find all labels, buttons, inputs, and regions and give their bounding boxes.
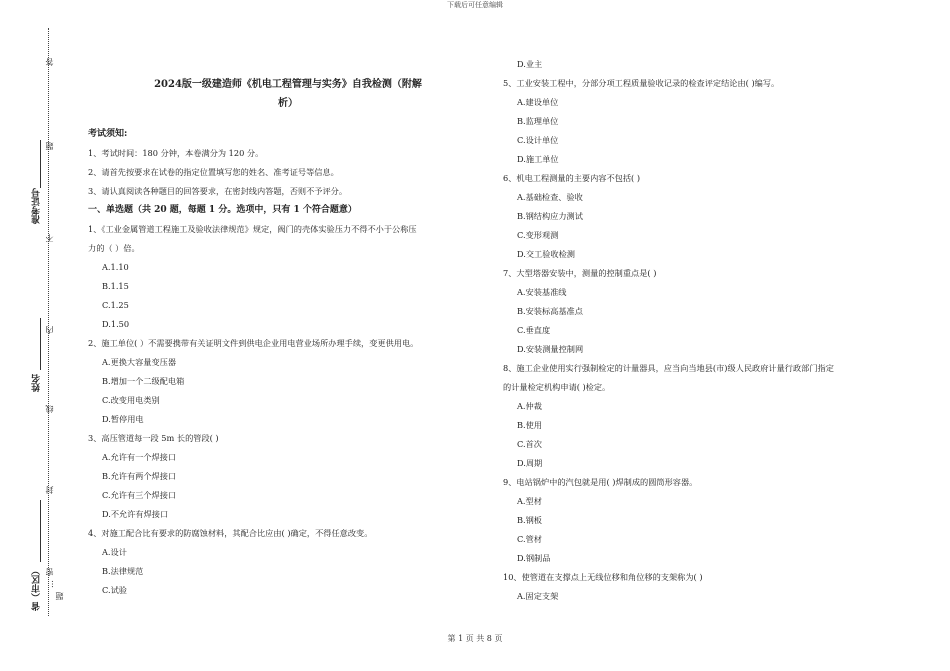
option: C.1.25 (102, 300, 129, 310)
option: A.1.10 (102, 262, 129, 272)
question-8-cont: 的计量检定机构申请( )检定。 (503, 382, 611, 392)
seal-char: 线 (45, 405, 54, 413)
option: C.试验 (102, 585, 127, 595)
seal-char: 密 (45, 568, 54, 576)
notice-item: 2、请首先按要求在试卷的指定位置填写您的姓名、准考证号等信息。 (88, 167, 339, 177)
option: B.使用 (517, 420, 542, 430)
sheng-underline (40, 500, 41, 562)
option: D.交工验收检测 (517, 249, 575, 259)
option: D.钢制品 (517, 553, 551, 563)
exam-title-line2: 析） (278, 98, 298, 109)
option: D.1.50 (102, 319, 130, 329)
question-1: 1、《工业金属管道工程施工及验收法律规范》规定，阀门的壳体实验压力不得不小于公称压 (88, 224, 417, 234)
option: A.建设单位 (517, 97, 559, 107)
option: D.周期 (517, 458, 543, 468)
seal-char: 不 (45, 234, 54, 242)
option: C.设计单位 (517, 135, 559, 145)
bottom-char: 题 (55, 592, 64, 600)
option: B.增加一个二级配电箱 (102, 376, 185, 386)
seal-dotted-line (48, 28, 49, 616)
zhunkaozheng-label: 准考证号 (32, 188, 42, 224)
xingming-label: 姓名 (32, 374, 42, 392)
question-2: 2、施工单位( ）不需要携带有关证明文件到供电企业用电营业场所办理手续，变更供用电。 (88, 338, 419, 348)
option: B.监理单位 (517, 116, 559, 126)
left-column (88, 75, 488, 600)
option: C.首次 (517, 439, 542, 449)
right-column (503, 55, 933, 606)
question-3: 3、高压管道每一段 5m 长的管段( ) (88, 433, 219, 443)
option: C.允许有三个焊接口 (102, 490, 177, 500)
option: D.暂停用电 (102, 414, 144, 424)
option: B.允许有两个焊接口 (102, 471, 177, 481)
option: B.钢结构应力测试 (517, 211, 583, 221)
option: C.变形观测 (517, 230, 559, 240)
question-5: 5、工业安装工程中，分部分项工程质量验收记录的检查评定结论由( )编写。 (503, 78, 780, 88)
option: B.钢板 (517, 515, 542, 525)
section-title: 一、单选题（共 20 题，每题 1 分。选项中，只有 1 个符合题意） (88, 205, 357, 215)
option: B.1.15 (102, 281, 129, 291)
question-8: 8、施工企业使用实行强制检定的计量器具，应当向当地县(市)级人民政府计量行政部门指定 (503, 363, 834, 373)
option: A.允许有一个焊接口 (102, 452, 177, 462)
sheng-label: 省（市区） (32, 566, 42, 611)
option: A.仲裁 (517, 401, 542, 411)
xingming-underline (40, 318, 41, 370)
page-footer: 第 1 页 共 8 页 (447, 634, 503, 643)
question-6: 6、机电工程测量的主要内容不包括( ) (503, 173, 641, 183)
option: C.改变用电类别 (102, 395, 160, 405)
bottom-char: … (46, 580, 55, 588)
option: B.法律规范 (102, 566, 144, 576)
zhunkaozheng-underline (40, 140, 41, 188)
binding-margin (0, 0, 75, 671)
seal-char: 题 (45, 142, 54, 150)
question-4: 4、对施工配合比有要求的防腐蚀材料，其配合比应由( )确定，不得任意改变。 (88, 528, 373, 538)
option: C.管材 (517, 534, 542, 544)
notice-item: 3、请认真阅读各种题目的回答要求，在密封线内答题，否则不予评分。 (88, 186, 348, 196)
option: A.型材 (517, 496, 542, 506)
option: C.垂直度 (517, 325, 551, 335)
header-note: 下载后可任意编辑 (447, 1, 503, 9)
option: A.基础检查、验收 (517, 192, 583, 202)
option: A.安装基准线 (517, 287, 567, 297)
option: D.业主 (517, 59, 543, 69)
option: A.固定支架 (517, 591, 559, 601)
option: B.安装标高基准点 (517, 306, 583, 316)
notice-title: 考试须知: (88, 129, 128, 139)
question-9: 9、电站锅炉中的汽包就是用( )焊制成的圆筒形容器。 (503, 477, 698, 487)
question-7: 7、大型塔器安装中，测量的控制重点是( ) (503, 268, 657, 278)
option: A.设计 (102, 547, 127, 557)
option: D.不允许有焊接口 (102, 509, 169, 519)
seal-char: 答 (45, 58, 54, 66)
seal-char: 封 (45, 486, 54, 494)
seal-char: 内 (45, 326, 54, 334)
question-10: 10、使管道在支撑点上无线位移和角位移的支架称为( ) (503, 572, 703, 582)
option: A.更换大容量变压器 (102, 357, 177, 367)
option: D.施工单位 (517, 154, 559, 164)
exam-title-line1: 2024版一级建造师《机电工程管理与实务》自我检测（附解 (154, 79, 422, 90)
notice-item: 1、考试时间：180 分钟，本卷满分为 120 分。 (88, 148, 264, 158)
option: D.安装测量控制网 (517, 344, 584, 354)
question-1-cont: 力的（ ）倍。 (88, 243, 140, 253)
